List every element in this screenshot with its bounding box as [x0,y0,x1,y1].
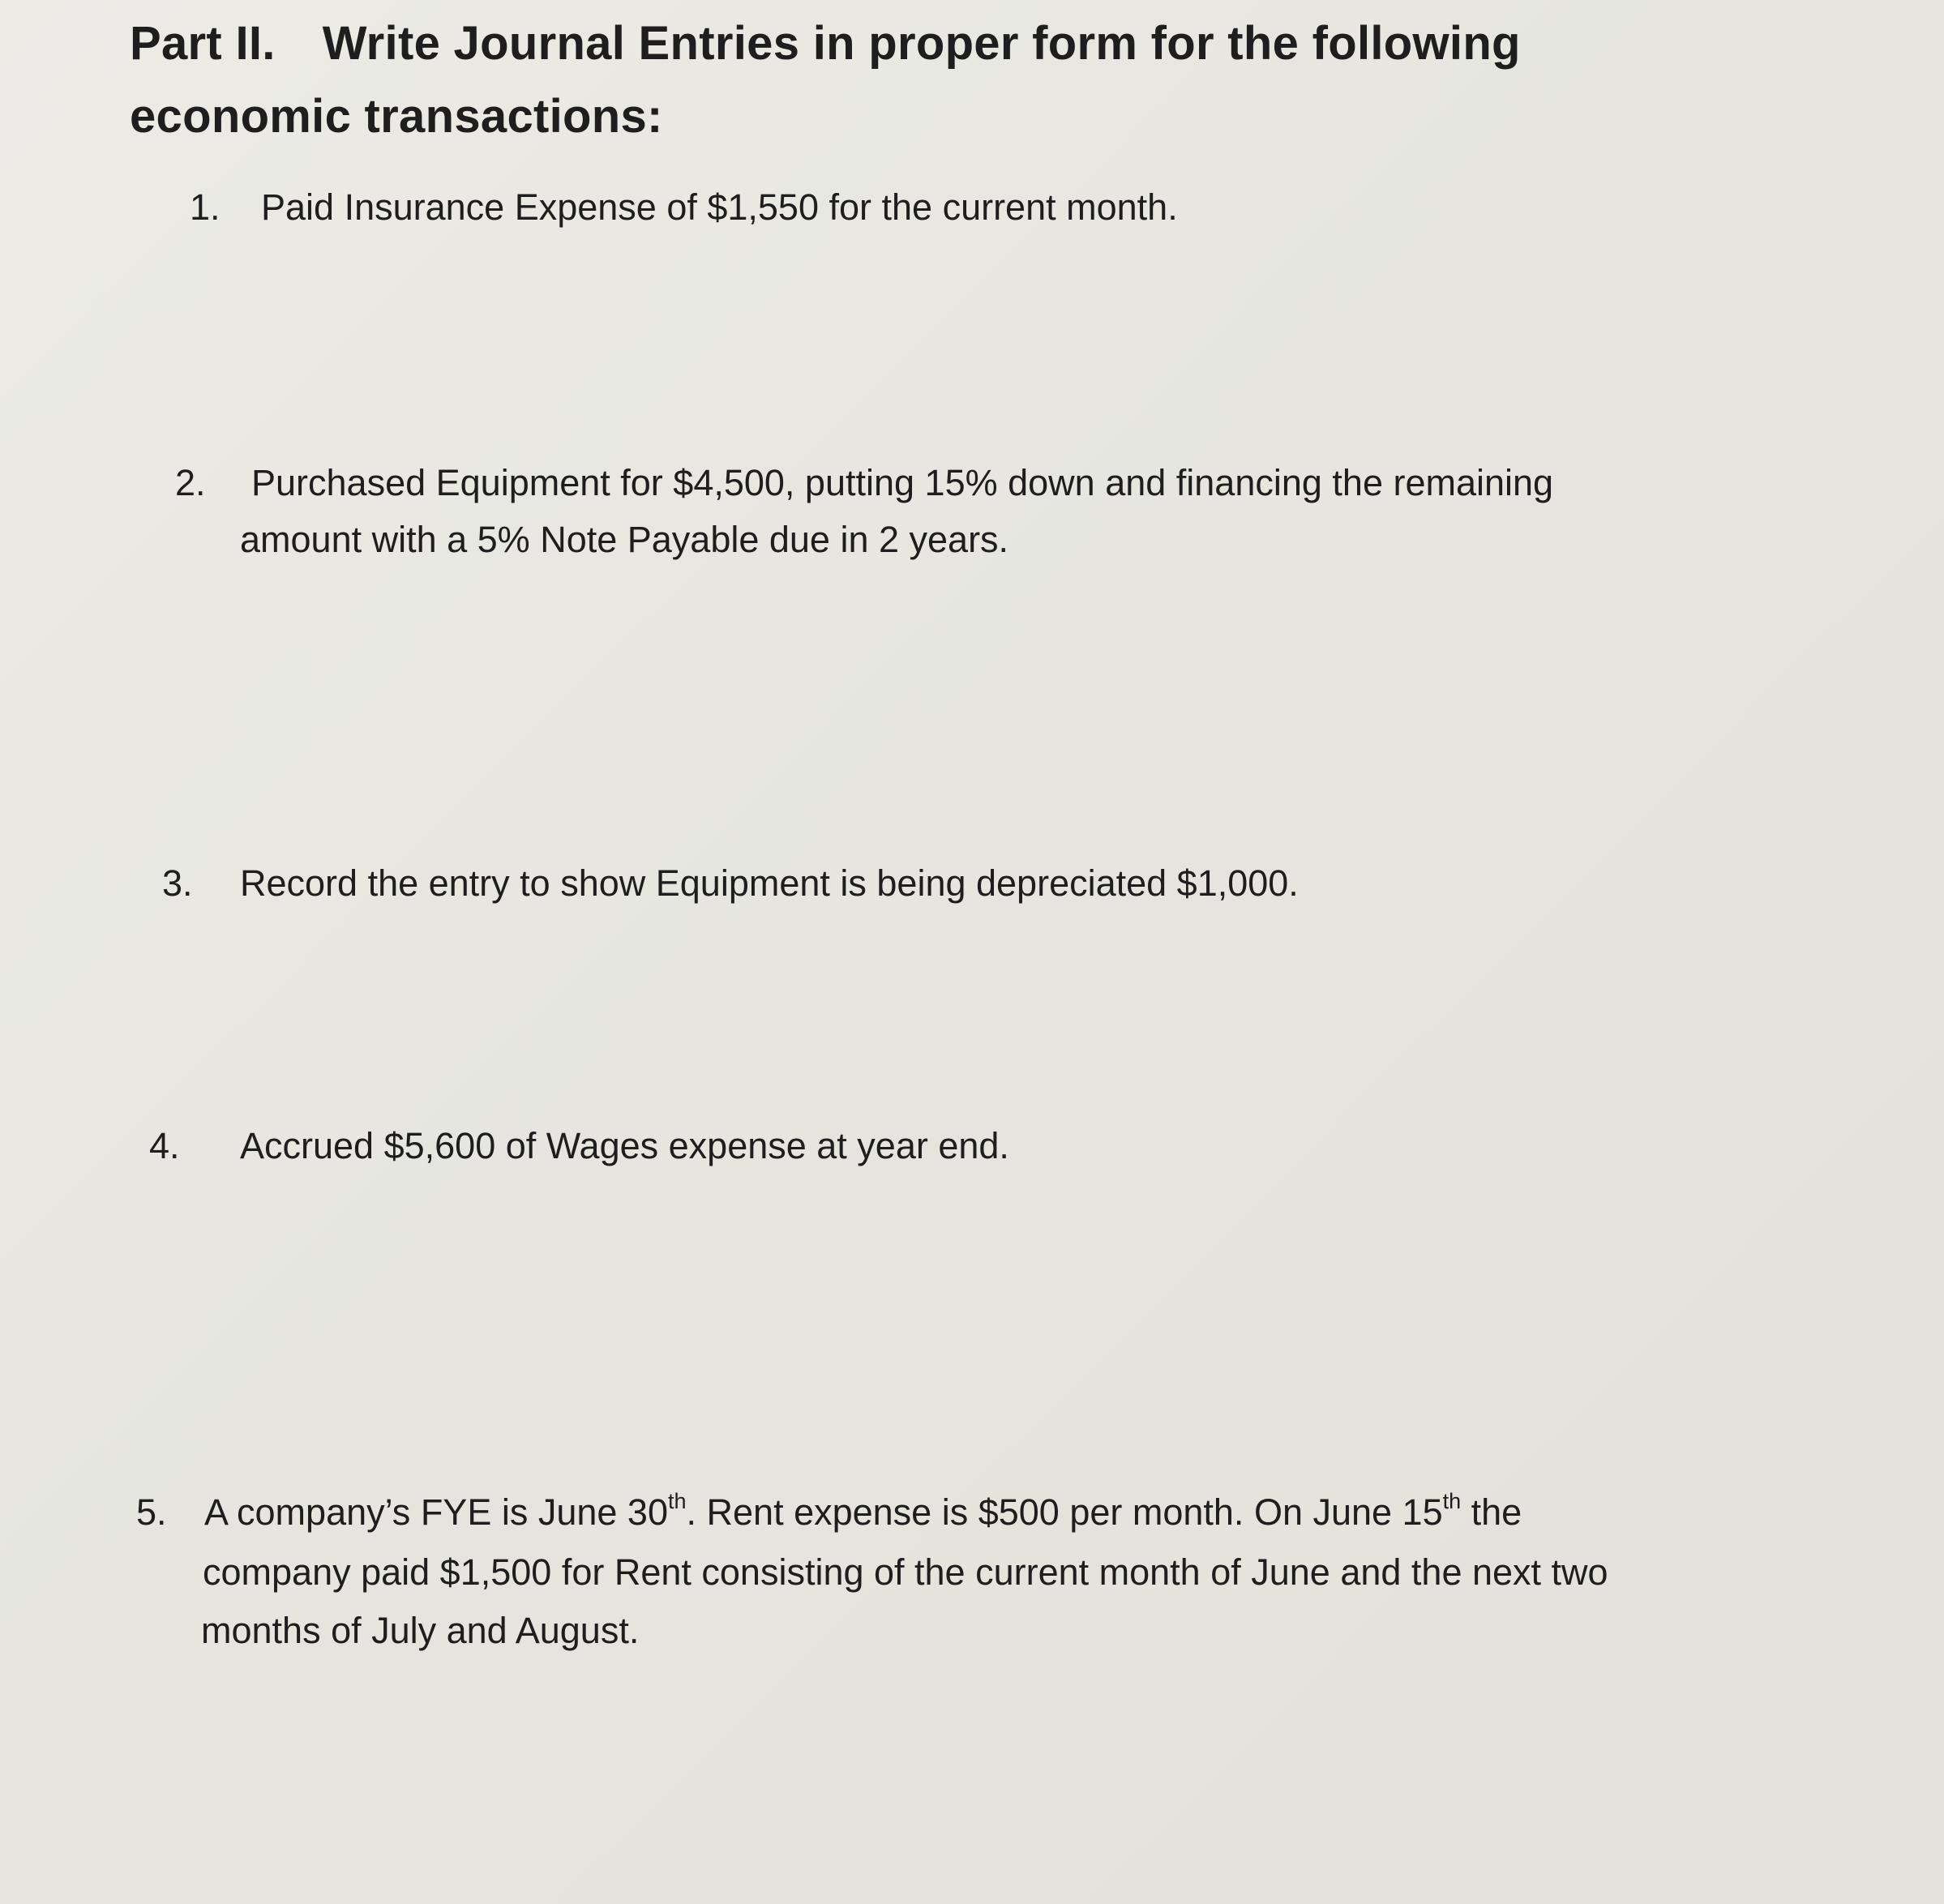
item-number: 1. [190,186,221,228]
item-text-part: the [1461,1491,1522,1533]
item-text-continued: months of July and August. [201,1610,640,1651]
page-title [130,16,1521,71]
item-text: Paid Insurance Expense of $1,550 for the current month. [261,186,1178,228]
item-text: Accrued $5,600 of Wages expense at year end. [240,1125,1009,1166]
item-number: 5. [136,1491,167,1533]
item-text-part: . Rent expense is $500 per month. On June 15 [686,1491,1443,1533]
item-text [204,1483,1522,1542]
item-text-continued: company paid $1,500 for Rent consisting of the current month of June and the next two [203,1551,1608,1593]
part-label: Part II. [130,17,276,70]
item-text: Purchased Equipment for $4,500, putting 15% down and financing the remaining [251,462,1554,503]
item-text-part: A company’s FYE is June 30 [204,1491,668,1533]
page-title-continued: economic transactions: [130,90,663,143]
item-number: 3. [162,862,193,904]
item-number: 2. [175,462,206,503]
ordinal-suffix: th [1442,1489,1462,1513]
item-text: Record the entry to show Equipment is being depreciated $1,000. [240,862,1299,904]
item-text-continued: amount with a 5% Note Payable due in 2 years. [240,519,1009,560]
ordinal-suffix: th [667,1489,687,1513]
item-number: 4. [149,1125,180,1166]
title-text-line1: Write Journal Entries in proper form for the following [322,17,1521,70]
